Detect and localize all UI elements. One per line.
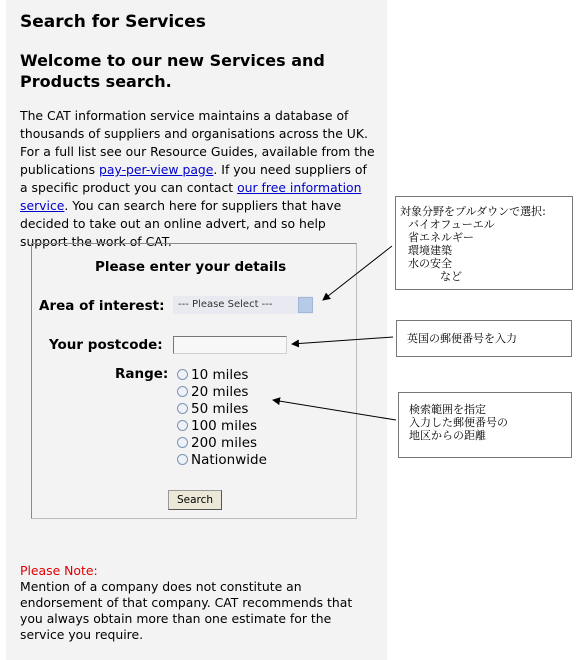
pay-per-view-link[interactable]: pay-per-view page [99, 162, 214, 177]
range-option-label: 10 miles [191, 366, 249, 383]
form-title: Please enter your details [95, 259, 287, 275]
callout-line: 水の安全 [408, 257, 452, 270]
area-of-interest-label: Area of interest: [39, 298, 165, 314]
note-text: Mention of a company does not constitute an endorsement of that company. CAT recommends that you always obtain more than one estimate for the service you require. [20, 579, 353, 642]
area-callout [395, 196, 573, 290]
radio-icon[interactable] [177, 386, 188, 397]
range-option-label: 100 miles [191, 417, 258, 434]
range-option-label: 20 miles [191, 383, 249, 400]
postcode-label: Your postcode: [49, 337, 163, 353]
callout-line: 検索範囲を指定 [409, 403, 486, 416]
note-title: Please Note: [20, 563, 98, 578]
intro-text-1: The CAT information service maintains a database of thousands of suppliers and organisations across the UK. For a full list see our Resource Guides, available from the publications [20, 108, 375, 177]
area-selected-value: --- Please Select --- [178, 299, 273, 310]
page-title: Search for Services [20, 12, 206, 32]
radio-icon[interactable] [177, 403, 188, 414]
intro-text-3: . You can search here for suppliers that have decided to take out an online advert, and so help support the work of CAT. [20, 198, 342, 249]
range-option-20[interactable] [177, 383, 267, 400]
radio-icon[interactable] [177, 420, 188, 431]
dropdown-arrow-icon[interactable] [298, 297, 313, 313]
range-callout [398, 392, 572, 458]
search-button[interactable]: Search [168, 490, 222, 510]
callout-line: など [440, 270, 462, 283]
range-radio-group [177, 366, 267, 468]
intro-text-2: . If you need suppliers of a specific product you can contact [20, 162, 367, 195]
callout-line: 英国の郵便番号を入力 [407, 332, 517, 345]
range-option-label: Nationwide [191, 451, 267, 468]
radio-icon[interactable] [177, 437, 188, 448]
callout-line: 省エネルギー [408, 231, 474, 244]
radio-icon[interactable] [177, 454, 188, 465]
callout-line: バイオフューエル [408, 218, 495, 231]
radio-icon[interactable] [177, 369, 188, 380]
callout-line: 入力した郵便番号の [409, 416, 508, 429]
free-information-service-link[interactable]: our free information service [20, 180, 362, 213]
callout-line: 環境建築 [408, 244, 452, 257]
range-option-50[interactable] [177, 400, 267, 417]
postcode-input[interactable] [173, 336, 287, 354]
range-option-nationwide[interactable] [177, 451, 267, 468]
range-option-200[interactable] [177, 434, 267, 451]
callout-line: 地区からの距離 [409, 429, 486, 442]
range-option-label: 50 miles [191, 400, 249, 417]
range-option-10[interactable] [177, 366, 267, 383]
range-option-label: 200 miles [191, 434, 258, 451]
callout-line: 対象分野をプルダウンで選択: [400, 205, 546, 218]
range-label: Range: [115, 366, 169, 382]
welcome-heading: Welcome to our new Services and Products search. [20, 51, 325, 91]
postcode-callout [396, 320, 572, 357]
range-option-100[interactable] [177, 417, 267, 434]
area-of-interest-select[interactable] [173, 296, 313, 314]
intro-paragraph [20, 107, 375, 251]
